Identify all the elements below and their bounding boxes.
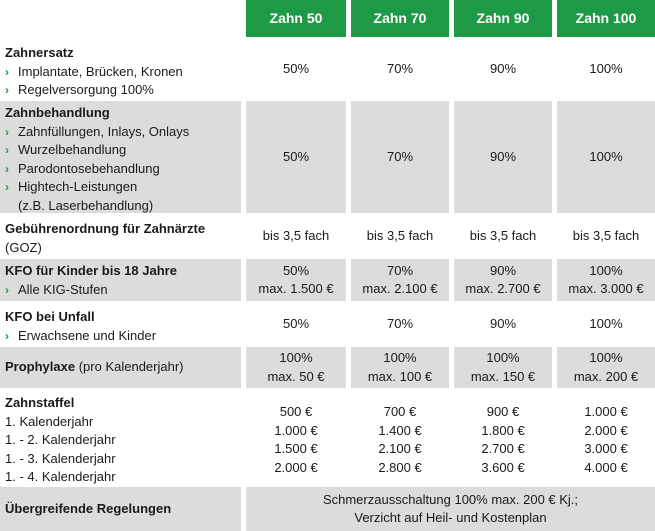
value-cell: 100% <box>557 101 655 213</box>
item-text: Alle KIG-Stufen <box>18 281 108 297</box>
item-text: Regelversorgung 100% <box>18 82 154 97</box>
value-pct: 100% <box>589 262 623 278</box>
value-max: max. 1.500 € <box>258 281 334 296</box>
label-zahnersatz <box>0 41 241 97</box>
value-cell: bis 3,5 fach <box>246 217 346 255</box>
value-max: max. 100 € <box>367 368 433 384</box>
list-item <box>5 123 241 142</box>
row-goz <box>0 217 655 255</box>
value-cell <box>454 259 552 301</box>
value-max: max. 2.700 € <box>465 281 541 296</box>
value-cell: bis 3,5 fach <box>351 217 449 255</box>
item-text: Parodontosebehandlung <box>18 160 160 176</box>
row-title: KFO für Kinder bis 18 Jahre <box>5 263 177 278</box>
staffel-value: 1.000 € <box>274 422 318 438</box>
list-item <box>5 160 241 179</box>
value-cell <box>246 259 346 301</box>
label-kfo-kinder <box>0 259 241 301</box>
staffel-value: 900 € <box>486 404 520 419</box>
value-cell: 50% <box>246 41 346 97</box>
row-title: Zahnstaffel <box>5 395 75 410</box>
staffel-value: 500 € <box>279 404 313 419</box>
chevron-right-icon: › <box>5 328 9 343</box>
row-kfo-kinder <box>0 259 655 301</box>
item-text: Wurzelbehandlung <box>18 142 127 157</box>
value-max: max. 3.000 € <box>568 281 644 296</box>
value-cell: 90% <box>454 41 552 97</box>
header-zahn-70: Zahn 70 <box>351 0 449 37</box>
list-item <box>5 141 241 160</box>
staffel-value: 2.000 € <box>274 459 318 475</box>
label-kfo-unfall <box>0 305 241 343</box>
header-row <box>0 0 655 37</box>
value-cell: 50% <box>246 305 346 343</box>
row-title: Gebührenordnung für Zahnärzte <box>5 221 206 236</box>
value-cell: 90% <box>454 101 552 213</box>
value-max: max. 150 € <box>470 368 536 384</box>
value-max: max. 50 € <box>267 368 325 384</box>
row-kfo-unfall <box>0 305 655 343</box>
year-label: 1. - 2. Kalenderjahr <box>5 432 116 447</box>
row-suffix: (pro Kalenderjahr) <box>78 359 184 375</box>
value-pct: 100% <box>589 350 623 365</box>
row-title: Zahnersatz <box>5 45 74 60</box>
value-cell <box>557 259 655 301</box>
value-cell <box>246 347 346 388</box>
staffel-value: 1.800 € <box>481 422 525 438</box>
regelungen-cell <box>246 487 655 531</box>
year-label: 1. Kalenderjahr <box>5 413 94 429</box>
value-cell <box>246 391 346 483</box>
value-cell <box>351 391 449 483</box>
list-item <box>5 81 241 100</box>
chevron-right-icon: › <box>5 83 9 97</box>
staffel-value: 700 € <box>383 404 417 419</box>
regelungen-line: Verzicht auf Heil- und Kostenplan <box>354 510 547 525</box>
value-pct: 90% <box>489 262 517 278</box>
staffel-value: 2.700 € <box>481 441 525 456</box>
value-cell <box>557 347 655 388</box>
regelungen-line: Schmerzausschaltung 100% max. 200 € Kj.; <box>322 491 579 507</box>
value-cell <box>351 347 449 388</box>
value-cell: bis 3,5 fach <box>557 217 655 255</box>
year-label: 1. - 3. Kalenderjahr <box>5 450 116 466</box>
label-zahnbehandlung <box>0 101 241 213</box>
row-zahnersatz <box>0 41 655 97</box>
chevron-right-icon: › <box>5 124 9 139</box>
header-zahn-90: Zahn 90 <box>454 0 552 37</box>
chevron-right-icon: › <box>5 161 9 176</box>
item-text: Implantate, Brücken, Kronen <box>18 63 183 79</box>
value-pct: 70% <box>386 262 414 278</box>
label-zahnstaffel <box>0 391 241 483</box>
staffel-value: 2.800 € <box>378 459 422 475</box>
list-item <box>5 327 241 346</box>
value-cell <box>351 259 449 301</box>
staffel-value: 3.000 € <box>584 441 628 456</box>
chevron-right-icon: › <box>5 180 9 194</box>
row-subtitle: (GOZ) <box>5 239 42 255</box>
row-title: Zahnbehandlung <box>5 105 110 120</box>
value-pct: 100% <box>486 350 520 365</box>
header-zahn-50: Zahn 50 <box>246 0 346 37</box>
chevron-right-icon: › <box>5 282 9 297</box>
header-zahn-100: Zahn 100 <box>557 0 655 37</box>
row-zahnbehandlung <box>0 101 655 213</box>
year-label: 1. - 4. Kalenderjahr <box>5 469 116 484</box>
value-cell: 70% <box>351 305 449 343</box>
staffel-value: 4.000 € <box>584 459 628 475</box>
label-prophylaxe <box>0 347 241 388</box>
list-item <box>5 281 241 300</box>
item-note: (z.B. Laserbehandlung) <box>18 197 154 213</box>
chevron-right-icon: › <box>5 64 9 79</box>
list-item <box>5 63 241 82</box>
value-cell: 90% <box>454 305 552 343</box>
row-title: KFO bei Unfall <box>5 309 95 324</box>
value-max: max. 200 € <box>573 368 639 384</box>
staffel-value: 3.600 € <box>481 459 525 475</box>
value-cell <box>557 391 655 483</box>
row-title: Prophylaxe <box>5 359 76 375</box>
value-cell: 100% <box>557 305 655 343</box>
item-text: Erwachsene und Kinder <box>18 327 157 343</box>
staffel-value: 1.000 € <box>584 404 628 419</box>
value-pct: 50% <box>282 262 310 278</box>
row-prophylaxe <box>0 347 655 388</box>
chevron-right-icon: › <box>5 143 9 157</box>
staffel-value: 2.100 € <box>378 441 422 456</box>
staffel-value: 2.000 € <box>584 422 628 438</box>
value-cell: 100% <box>557 41 655 97</box>
label-goz <box>0 217 241 255</box>
row-title: Übergreifende Regelungen <box>5 500 172 516</box>
value-cell: 50% <box>246 101 346 213</box>
value-max: max. 2.100 € <box>362 281 438 296</box>
value-cell: 70% <box>351 41 449 97</box>
value-cell: 70% <box>351 101 449 213</box>
item-text: Zahnfüllungen, Inlays, Onlays <box>18 123 190 139</box>
value-cell <box>454 391 552 483</box>
value-pct: 100% <box>279 350 313 365</box>
value-cell <box>454 347 552 388</box>
header-empty <box>0 0 241 37</box>
list-item <box>5 178 241 197</box>
value-pct: 100% <box>383 350 417 365</box>
value-cell: bis 3,5 fach <box>454 217 552 255</box>
staffel-value: 1.400 € <box>378 422 422 438</box>
label-regelungen <box>0 487 241 531</box>
row-zahnstaffel <box>0 391 655 483</box>
staffel-value: 1.500 € <box>274 441 318 456</box>
row-regelungen <box>0 487 655 531</box>
item-text: Hightech-Leistungen <box>18 179 138 194</box>
